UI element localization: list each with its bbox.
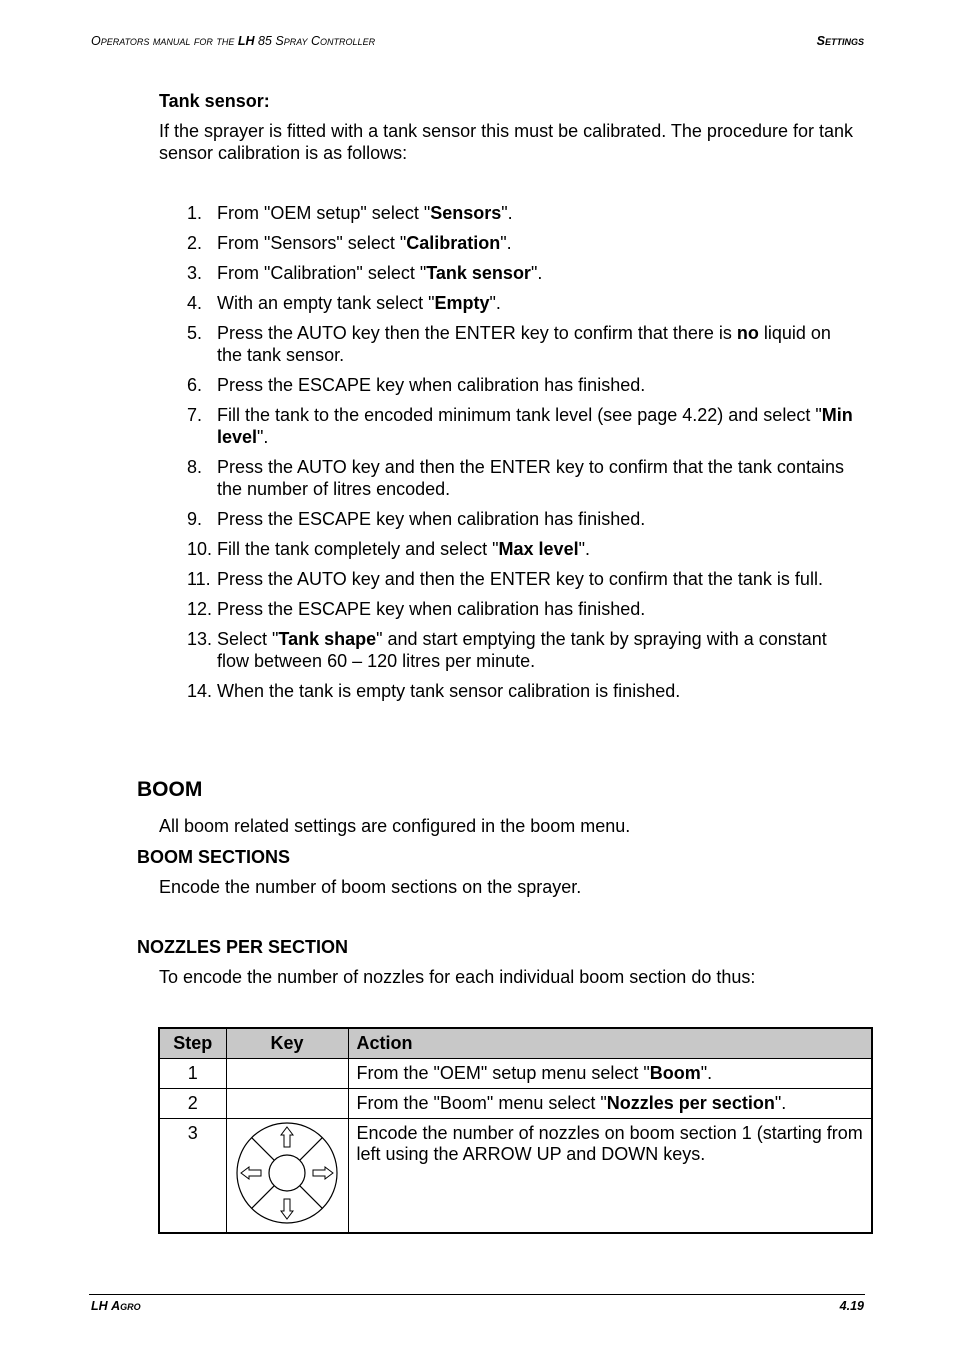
step-text: " and start emptying the tank by spraying with a constant flow between 60 – 120 litres per minute. xyxy=(217,629,827,671)
running-header-title xyxy=(91,34,375,48)
step-emphasis: no xyxy=(736,323,759,343)
step-emphasis: Sensors xyxy=(430,203,502,223)
boom-heading: BOOM xyxy=(137,778,203,801)
table-header-row xyxy=(159,1028,872,1059)
action-text: From the "Boom" menu select " xyxy=(356,1093,607,1113)
step-emphasis: Tank sensor xyxy=(426,263,531,283)
action-text: Encode the number of nozzles on boom section 1 (starting from left using the ARROW UP and DOWN keys. xyxy=(356,1123,863,1164)
table-row xyxy=(159,1119,872,1234)
boom-sections-heading: BOOM SECTIONS xyxy=(137,847,291,867)
step-number: 6. xyxy=(187,375,203,395)
step-number: 10. xyxy=(187,539,213,559)
step-text: ". xyxy=(257,427,269,447)
step-text: With an empty tank select " xyxy=(217,293,435,313)
step-text: From "Calibration" select " xyxy=(217,263,427,283)
step-text: liquid on the tank sensor. xyxy=(217,323,831,365)
column-header-step: Step xyxy=(159,1028,226,1059)
step-cell: 2 xyxy=(159,1089,226,1119)
header-part: Operators manual for the xyxy=(91,34,235,48)
nozzles-text: To encode the number of nozzles for each individual boom section do thus: xyxy=(159,967,756,987)
page-number: 4.19 xyxy=(839,1299,864,1313)
action-emphasis: Boom xyxy=(649,1063,701,1083)
list-item xyxy=(159,404,859,448)
list-item xyxy=(159,568,859,590)
key-cell xyxy=(226,1059,348,1089)
action-cell xyxy=(348,1059,872,1089)
step-text: Select " xyxy=(217,629,279,649)
step-number: 1. xyxy=(187,203,203,223)
header-part: 85 xyxy=(257,34,272,48)
action-text: ". xyxy=(700,1063,713,1083)
list-item xyxy=(159,262,859,284)
column-header-key: Key xyxy=(226,1028,348,1059)
header-part: LH xyxy=(237,34,255,48)
boom-sections-text: Encode the number of boom sections on the sprayer. xyxy=(159,877,582,897)
step-text: Fill the tank completely and select " xyxy=(217,539,499,559)
step-emphasis: Min level xyxy=(217,405,853,447)
footer-rule xyxy=(89,1294,865,1295)
step-emphasis: Max level xyxy=(498,539,579,559)
table-row xyxy=(159,1059,872,1089)
step-text: From "Sensors" select " xyxy=(217,233,407,253)
step-text: ". xyxy=(578,539,590,559)
action-emphasis: Nozzles per section xyxy=(606,1093,775,1113)
step-text: When the tank is empty tank sensor calibration is finished. xyxy=(217,681,681,701)
list-item xyxy=(159,680,859,702)
key-cell xyxy=(226,1089,348,1119)
step-number: 13. xyxy=(187,629,213,649)
step-text: ". xyxy=(500,233,512,253)
arrow-keypad-icon xyxy=(235,1121,339,1225)
step-emphasis: Calibration xyxy=(406,233,501,253)
footer-brand xyxy=(91,1299,141,1313)
key-cell xyxy=(226,1119,348,1234)
step-number: 9. xyxy=(187,509,203,529)
list-item xyxy=(159,598,859,620)
tank-sensor-heading: Tank sensor: xyxy=(159,91,270,111)
footer-brand-part: LH xyxy=(91,1299,108,1313)
step-number: 2. xyxy=(187,233,203,253)
step-text: ". xyxy=(501,203,513,223)
step-number: 8. xyxy=(187,457,203,477)
action-text: From the "OEM" setup menu select " xyxy=(356,1063,650,1083)
step-text: Press the ESCAPE key when calibration has finished. xyxy=(217,599,646,619)
step-text: ". xyxy=(489,293,501,313)
step-number: 12. xyxy=(187,599,213,619)
action-cell xyxy=(348,1119,872,1234)
step-text: Fill the tank to the encoded minimum tank level (see page 4.22) and select " xyxy=(217,405,822,425)
nozzle-steps-table xyxy=(158,1027,873,1234)
tank-calibration-steps xyxy=(159,202,859,710)
step-number: 14. xyxy=(187,681,213,701)
step-cell: 1 xyxy=(159,1059,226,1089)
list-item xyxy=(159,232,859,254)
list-item xyxy=(159,202,859,224)
column-header-action: Action xyxy=(348,1028,872,1059)
list-item xyxy=(159,322,859,366)
step-text: Press the AUTO key and then the ENTER key to confirm that the tank is full. xyxy=(217,569,823,589)
list-item xyxy=(159,508,859,530)
header-part: Spray xyxy=(275,34,308,48)
step-number: 5. xyxy=(187,323,203,343)
step-text: ". xyxy=(530,263,543,283)
action-text: ". xyxy=(774,1093,787,1113)
list-item xyxy=(159,456,859,500)
step-text: Press the ESCAPE key when calibration has finished. xyxy=(217,375,646,395)
step-number: 4. xyxy=(187,293,203,313)
header-part: Controller xyxy=(311,34,376,48)
step-text: Press the AUTO key then the ENTER key to confirm that there is xyxy=(217,323,737,343)
table-row xyxy=(159,1089,872,1119)
list-item xyxy=(159,628,859,672)
step-number: 7. xyxy=(187,405,203,425)
boom-intro: All boom related settings are configured in the boom menu. xyxy=(159,816,631,836)
action-cell xyxy=(348,1089,872,1119)
step-number: 11. xyxy=(187,569,211,589)
step-emphasis: Tank shape xyxy=(278,629,377,649)
step-emphasis: Empty xyxy=(434,293,490,313)
step-number: 3. xyxy=(187,263,203,283)
nozzles-heading: NOZZLES PER SECTION xyxy=(137,937,349,957)
step-text: From "OEM setup" select " xyxy=(217,203,431,223)
tank-sensor-intro: If the sprayer is fitted with a tank sensor this must be calibrated. The procedure for tank sensor calibration is as follows: xyxy=(159,121,854,163)
step-cell: 3 xyxy=(159,1119,226,1234)
step-text: Press the ESCAPE key when calibration has finished. xyxy=(217,509,646,529)
list-item xyxy=(159,292,859,314)
step-text: Press the AUTO key and then the ENTER key to confirm that the tank contains the number of litres encoded. xyxy=(217,457,844,499)
running-header-section: Settings xyxy=(816,34,864,48)
list-item xyxy=(159,538,859,560)
footer-brand-part: Agro xyxy=(111,1299,141,1313)
list-item xyxy=(159,374,859,396)
